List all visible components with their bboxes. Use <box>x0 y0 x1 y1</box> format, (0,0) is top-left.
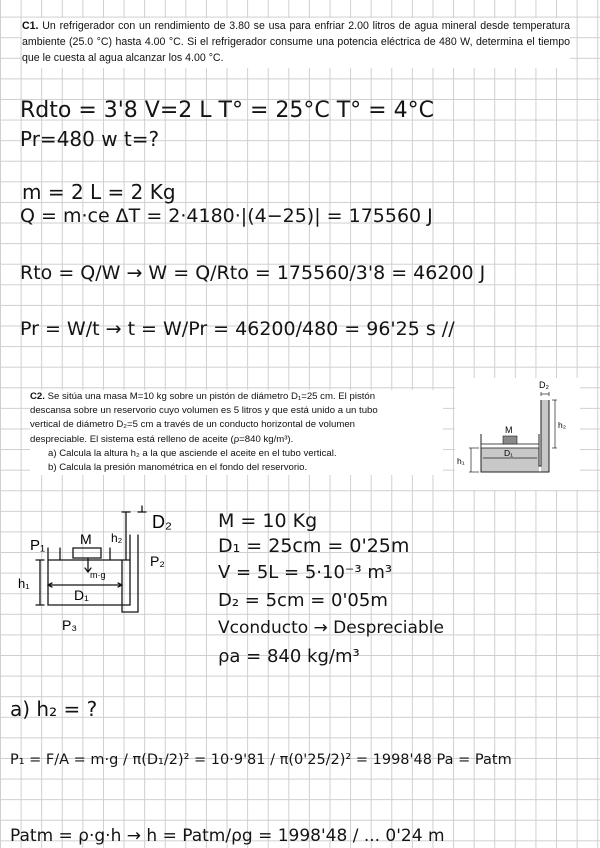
problem-2-part-b: b) Calcula la presión manométrica en el fondo del reservorio. <box>48 462 308 474</box>
reservoir-diagram <box>455 378 580 490</box>
sketch-mg-label: m·g <box>90 570 106 580</box>
sketch-mass <box>73 548 101 558</box>
problem-1-text: Un refrigerador con un rendimiento de 3.80 se usa para enfriar 2.00 litros de agua mineral desde temperatura ambiente (25.0 °C) hasta 4.00 °C. Si el refrigerador consume una potencia eléctrica de 480 W, determina el tiempo que le cuesta al agua alcanzar los 4.00 °C. <box>22 20 570 64</box>
sketch-d1-label: D₁ <box>74 587 89 603</box>
problem-2-line-3: vertical de diámetro D₂=5 cm a través de un conducto horizontal de volumen <box>30 419 356 431</box>
data-2-line-1: M = 10 Kg <box>218 510 318 532</box>
problem-1-statement <box>22 18 570 68</box>
sketch-p1-label: P₁ <box>30 537 46 554</box>
solution-1-line-4: Q = m·ce ΔT = 2·4180·|(4−25)| = 175560 J <box>20 205 433 227</box>
data-2-line-6: ρa = 840 kg/m³ <box>218 646 360 667</box>
sketch-h2-dimension <box>122 512 130 560</box>
sketch-h2-label: h₂ <box>111 531 123 545</box>
data-2-line-5: Vconducto → Despreciable <box>218 618 444 638</box>
tube-oil <box>541 400 549 472</box>
sketch-m-label: M <box>80 531 92 547</box>
data-2-line-4: D₂ = 5cm = 0'05m <box>218 590 388 611</box>
problem-2-part-a: a) Calcula la altura h₂ a la que asciende el aceite en el tubo vertical. <box>48 447 337 459</box>
problem-1-label: C1. <box>22 20 39 32</box>
solution-2-last-line: Patm = ρ·g·h → h = Patm/ρg = 1998'48 / ... 0'24 m <box>10 826 445 846</box>
data-2-line-3: V = 5L = 5·10⁻³ m³ <box>218 562 393 583</box>
solution-2-p1: P₁ = F/A = m·g / π(D₁/2)² = 10·9'81 / π(0'25/2)² = 1998'48 Pa = Patm <box>10 752 512 768</box>
solution-1-line-5: Rto = Q/W → W = Q/Rto = 175560/3'8 = 46200 J <box>20 262 486 284</box>
solution-1-line-3: m = 2 L = 2 Kg <box>22 180 176 204</box>
sketch-h1-dimension <box>36 560 44 605</box>
figure-d2-label: D₂ <box>539 380 549 390</box>
handwritten-sketch <box>18 500 188 635</box>
figure-h2-label: h₂ <box>558 420 567 430</box>
solution-1-line-2: Pr=480 w t=? <box>20 127 160 151</box>
solution-1-line-6: Pr = W/t → t = W/Pr = 46200/480 = 96'25 s // <box>20 318 455 340</box>
reservoir-figure <box>455 378 580 490</box>
sketch-p2-label: P₂ <box>150 553 165 569</box>
solution-1-line-1: Rdto = 3'8 V=2 L T° = 25°C T° = 4°C <box>20 98 434 123</box>
problem-2-line-4: despreciable. El sistema está relleno de aceite (ρ=840 kg/m³). <box>30 433 294 445</box>
figure-m-label: M <box>505 425 513 435</box>
sketch-p3-label: P₃ <box>62 617 78 633</box>
problem-2-line-1: Se sitúa una masa M=10 kg sobre un pistón de diámetro D₁=25 cm. El pistón <box>47 391 376 402</box>
problem-2-line-2: descansa sobre un reservorio cuyo volumen es 5 litros y que está unido a un tubo <box>30 405 378 417</box>
sketch-h1-label: h₁ <box>18 576 30 591</box>
figure-h1-label: h₁ <box>457 456 465 466</box>
figure-d1-label: D₁ <box>504 448 514 458</box>
mass-block <box>503 436 517 444</box>
sketch-d2-label: D₂ <box>152 512 172 532</box>
data-2-line-2: D₁ = 25cm = 0'25m <box>218 535 410 557</box>
problem-2-label: C2. <box>30 391 45 402</box>
solution-2-part-a: a) h₂ = ? <box>10 697 98 721</box>
problem-2-statement <box>30 390 443 475</box>
